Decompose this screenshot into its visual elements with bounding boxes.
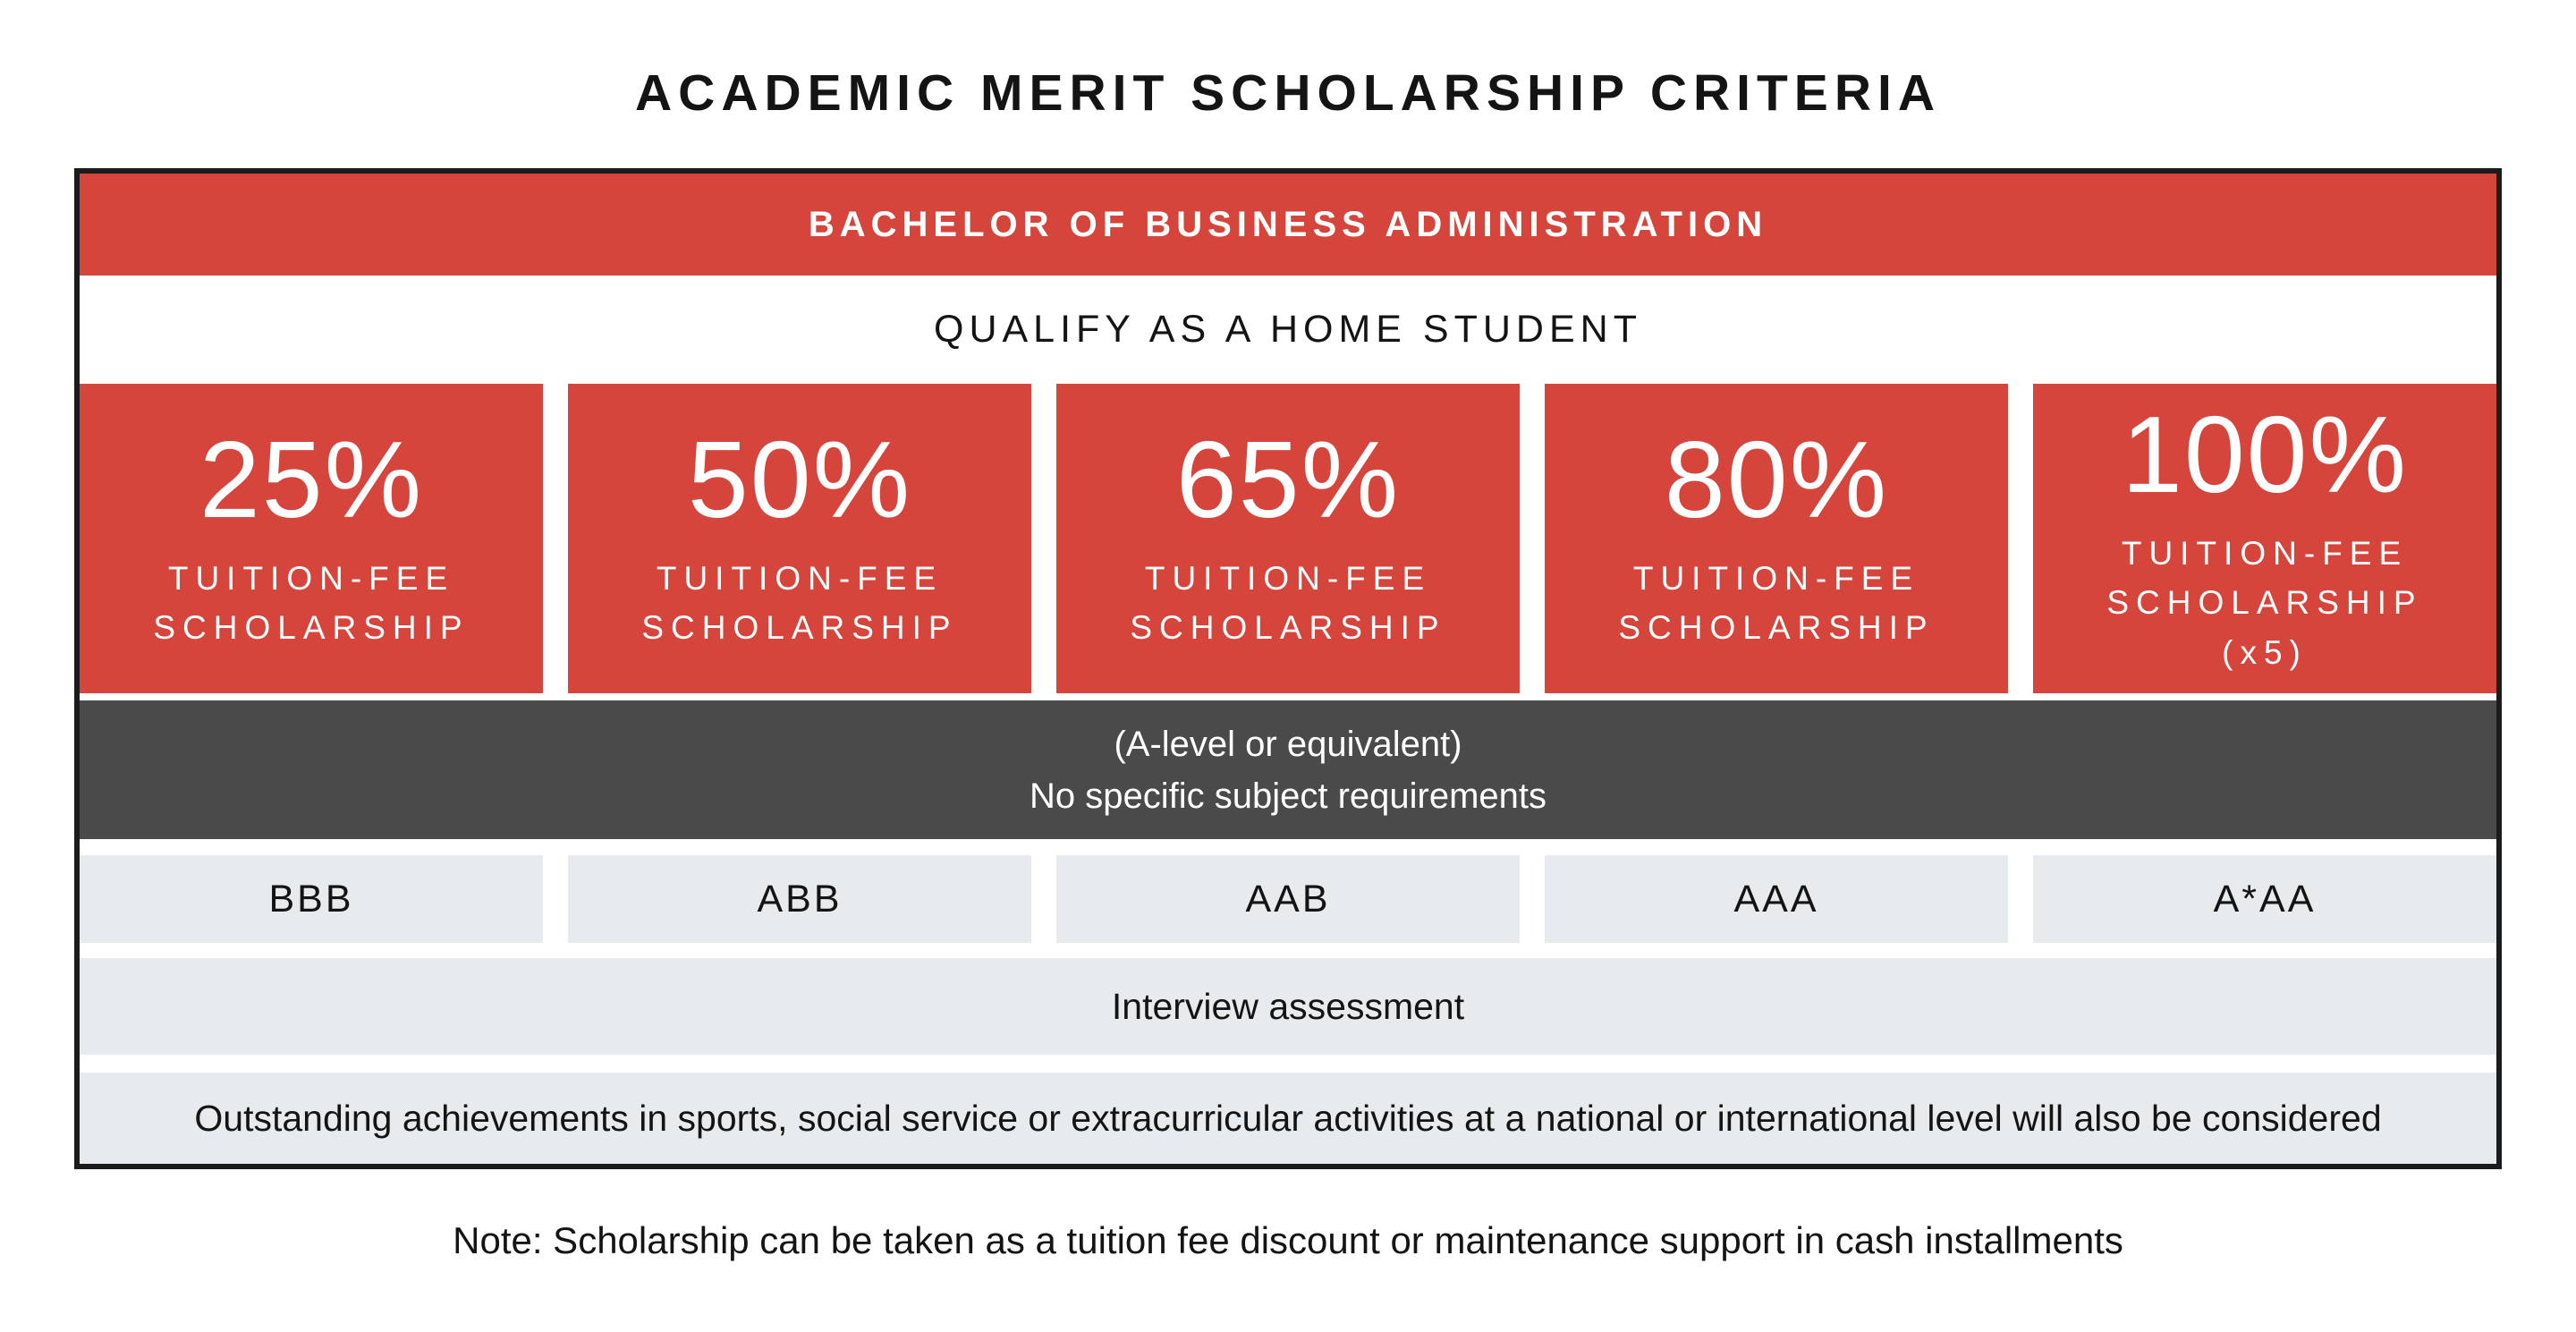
scholarship-cell-80: [1545, 384, 2008, 693]
scholarship-percent: 50%: [687, 418, 912, 540]
requirements-line-2: No specific subject requirements: [1029, 776, 1547, 816]
grade-cell-5: A*AA: [2033, 855, 2496, 943]
page-title: ACADEMIC MERIT SCHOLARSHIP CRITERIA: [635, 64, 1941, 122]
page-note: Note: Scholarship can be taken as a tuition fee discount or maintenance support in cash installments: [453, 1219, 2123, 1261]
scholarship-label-line: TUITION-FEE: [1144, 559, 1432, 597]
grade-cell-2: ABB: [568, 855, 1031, 943]
scholarship-percent: 80%: [1664, 418, 1889, 540]
grade-cell-1: BBB: [80, 855, 543, 943]
scholarship-tiers-row: [80, 384, 2496, 693]
requirements-line-1: (A-level or equivalent): [1114, 724, 1462, 764]
scholarship-percent: 25%: [199, 418, 424, 540]
scholarship-label-line: SCHOLARSHIP: [2106, 584, 2423, 622]
scholarship-label-line: SCHOLARSHIP: [1618, 609, 1935, 646]
interview-row: Interview assessment: [80, 958, 2496, 1055]
grade-cell-4: AAA: [1545, 855, 2008, 943]
scholarship-percent: 100%: [2121, 393, 2409, 515]
outstanding-row: Outstanding achievements in sports, social service or extracurricular activities at a national or international level will also be considered: [80, 1073, 2496, 1164]
scholarship-cell-50: [568, 384, 1031, 693]
requirements-row: [80, 700, 2496, 839]
scholarship-label-line: TUITION-FEE: [656, 559, 944, 597]
criteria-table: [74, 168, 2502, 1169]
grades-row: [80, 855, 2496, 943]
scholarship-cell-100: [2033, 384, 2496, 693]
scholarship-label-line: TUITION-FEE: [1632, 559, 1920, 597]
scholarship-cell-25: [80, 384, 543, 693]
scholarship-label-line: SCHOLARSHIP: [641, 609, 958, 646]
scholarship-label-line: SCHOLARSHIP: [153, 609, 470, 646]
scholarship-percent: 65%: [1175, 418, 1401, 540]
qualify-row: QUALIFY AS A HOME STUDENT: [80, 276, 2496, 384]
scholarship-label-line: TUITION-FEE: [167, 559, 455, 597]
grade-cell-3: AAB: [1056, 855, 1520, 943]
scholarship-cell-65: [1056, 384, 1520, 693]
scholarship-label-line: SCHOLARSHIP: [1130, 609, 1446, 646]
program-header-row: BACHELOR OF BUSINESS ADMINISTRATION: [80, 174, 2496, 276]
scholarship-label-line: (x5): [2222, 633, 2308, 671]
scholarship-label-line: TUITION-FEE: [2121, 534, 2409, 572]
